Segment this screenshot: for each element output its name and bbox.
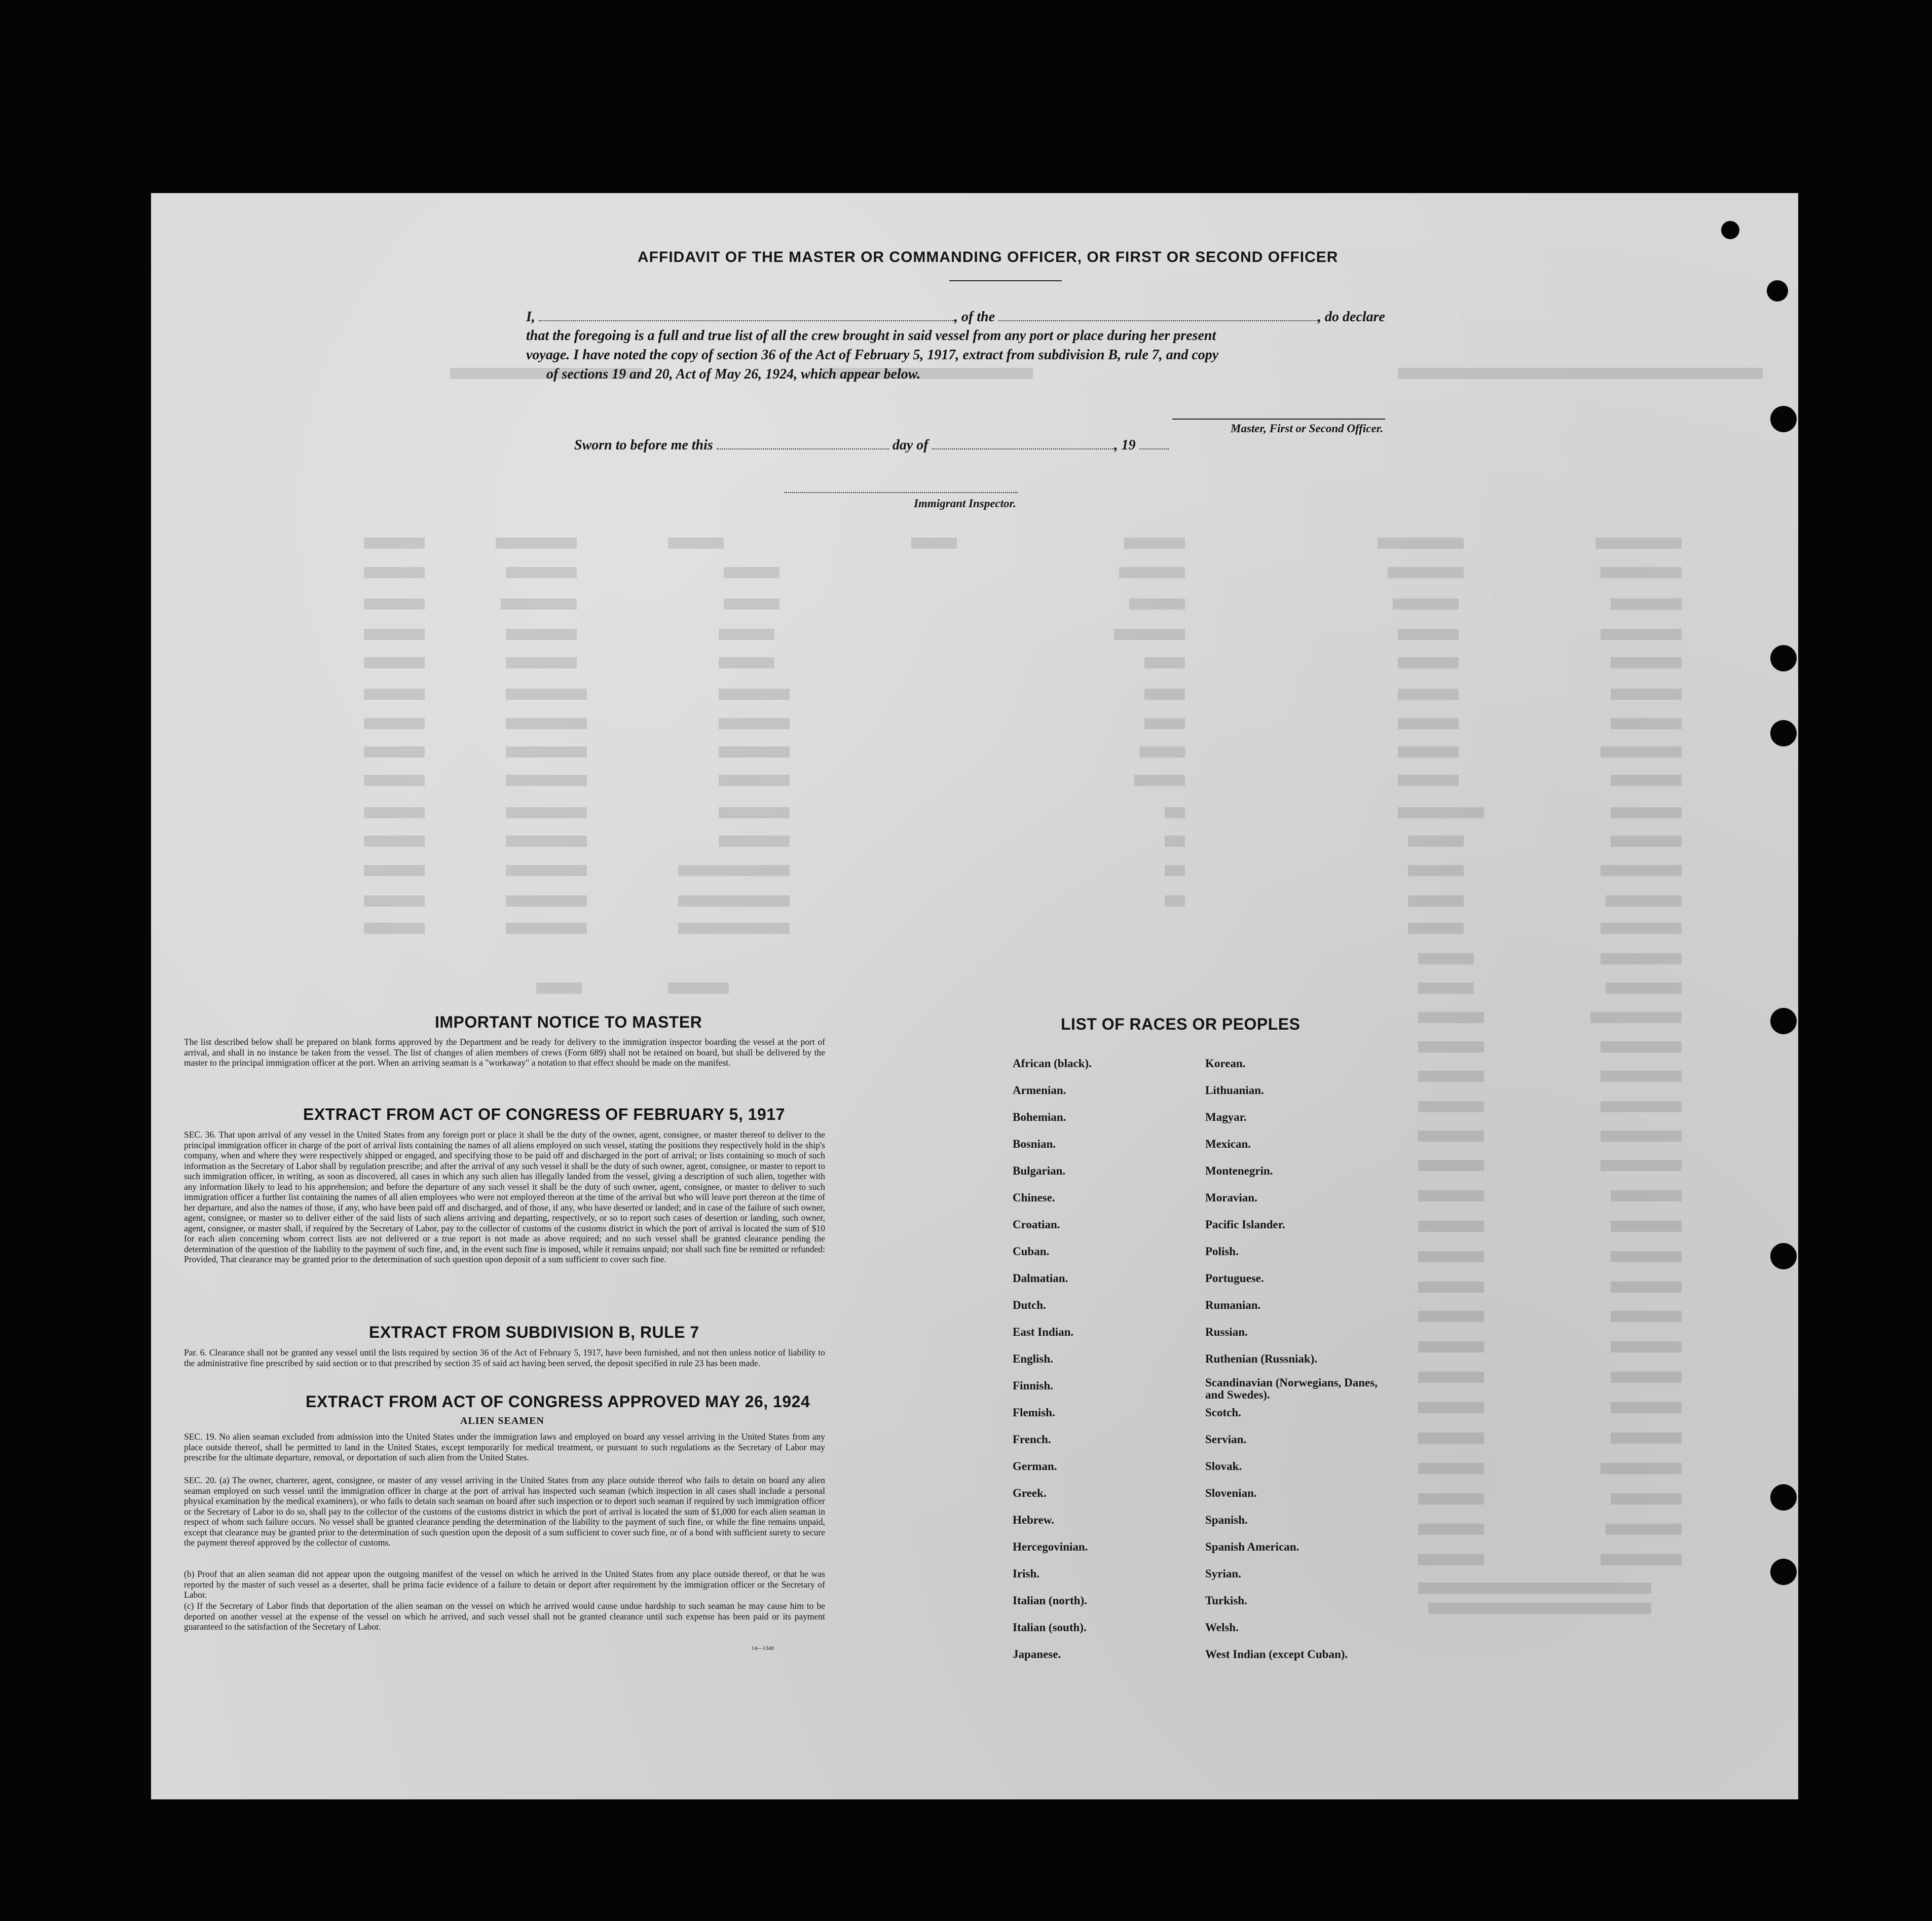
title-underline bbox=[949, 280, 1062, 281]
name-blank[interactable] bbox=[539, 307, 954, 321]
race-item: West Indian (except Cuban). bbox=[1205, 1648, 1348, 1661]
race-item: Servian. bbox=[1205, 1433, 1247, 1446]
decl-of: , of the bbox=[954, 309, 995, 325]
race-item: East Indian. bbox=[1013, 1326, 1074, 1338]
race-item: Ruthenian (Russniak). bbox=[1205, 1352, 1318, 1365]
extract-1924-heading: EXTRACT FROM ACT OF CONGRESS APPROVED MAY 26, 1924 bbox=[306, 1392, 810, 1411]
notice-text: The list described below shall be prepared on blank forms approved by the Department and be ready for delivery to the immigration inspector boarding the vessel at the port of arrival, and shall in no instance be taken from the vessel. The list of changes of alien members of crews (Form 689) shall not be retained on board, but shall be delivered by the master to the principal immigration officer at the port. When an arriving seaman is a "workaway" a notation to that effect should be made on the manifest. bbox=[184, 1037, 825, 1068]
sworn-month-blank[interactable] bbox=[932, 435, 1114, 449]
extract-1924-sec20b: (b) Proof that an alien seaman did not appear upon the outgoing manifest of the vessel on which he arrived in the United States from any place outside thereof, or that he was reported by the master of such vessel as a deserter, shall be prima facie evidence of a failure to detain or deport after requirement by the immigration officer or the Secretary of Labor. bbox=[184, 1569, 825, 1600]
extract-1917-heading: EXTRACT FROM ACT OF CONGRESS OF FEBRUARY 5, 1917 bbox=[303, 1105, 785, 1123]
race-item: Greek. bbox=[1013, 1487, 1047, 1499]
race-item: Rumanian. bbox=[1205, 1299, 1261, 1311]
race-item: Bohemian. bbox=[1013, 1111, 1066, 1123]
race-item: Turkish. bbox=[1205, 1594, 1247, 1607]
notice-heading: IMPORTANT NOTICE TO MASTER bbox=[435, 1013, 702, 1031]
race-item: Flemish. bbox=[1013, 1406, 1055, 1419]
extract-1924-sec19: SEC. 19. No alien seaman excluded from admission into the United States under the immigration laws and employed on board any vessel arriving in the United States from any place outside thereof, shall be permitted to land in the United States, except temporarily for medical treatment, or pursuant to such regulations as the Secretary of Labor may prescribe for the ultimate departure, removal, or deportation of such alien from the United States. bbox=[184, 1432, 825, 1462]
master-signature-label: Master, First or Second Officer. bbox=[1231, 422, 1384, 435]
race-item: Moravian. bbox=[1205, 1191, 1257, 1204]
race-item: Syrian. bbox=[1205, 1567, 1241, 1580]
race-item: English. bbox=[1013, 1352, 1053, 1365]
race-item: Pacific Islander. bbox=[1205, 1218, 1285, 1231]
declaration-line-4: of sections 19 and 20, Act of May 26, 1924, which appear below. bbox=[546, 366, 921, 382]
race-item: Irish. bbox=[1013, 1567, 1040, 1580]
bleed-through-texture bbox=[151, 193, 1798, 1799]
race-item: Welsh. bbox=[1205, 1621, 1239, 1634]
race-item: Mexican. bbox=[1205, 1138, 1251, 1150]
vessel-blank[interactable] bbox=[998, 307, 1318, 321]
race-item: German. bbox=[1013, 1460, 1057, 1473]
declaration-line-3: voyage. I have noted the copy of section 36 of the Act of February 5, 1917, extract from subdivision B, rule 7, and copy bbox=[526, 347, 1219, 363]
race-item: Armenian. bbox=[1013, 1084, 1066, 1097]
decl-i: I, bbox=[526, 309, 535, 325]
race-item: Cuban. bbox=[1013, 1245, 1050, 1258]
race-item: French. bbox=[1013, 1433, 1051, 1446]
races-heading: LIST OF RACES OR PEOPLES bbox=[1061, 1015, 1301, 1033]
race-item: Hebrew. bbox=[1013, 1514, 1054, 1526]
race-item: Hercegovinian. bbox=[1013, 1540, 1088, 1553]
extract-rule7-text: Par. 6. Clearance shall not be granted any vessel until the lists required by section 36 of the Act of February 5, 1917, have been furnished, and not then unless notice of liability to the administrative fine prescribed by said section or to that prescribed by section 35 of said act having been served, the deposit specified in rule 23 has been made. bbox=[184, 1347, 825, 1368]
race-item: Chinese. bbox=[1013, 1191, 1055, 1204]
inspector-signature-label: Immigrant Inspector. bbox=[914, 497, 1016, 510]
race-item: Croatian. bbox=[1013, 1218, 1060, 1231]
sworn-label: Sworn to before me this bbox=[574, 437, 713, 453]
race-item: Scotch. bbox=[1205, 1406, 1241, 1419]
race-item: Slovenian. bbox=[1205, 1487, 1257, 1499]
race-item: Scandinavian (Norwegians, Danes, and Swedes). bbox=[1205, 1376, 1378, 1401]
race-item: Spanish American. bbox=[1205, 1540, 1299, 1553]
race-item: Polish. bbox=[1205, 1245, 1239, 1258]
race-item: Russian. bbox=[1205, 1326, 1248, 1338]
race-item: Slovak. bbox=[1205, 1460, 1242, 1473]
extract-1924-sec20c: (c) If the Secretary of Labor finds that deportation of the alien seaman on the vessel on which he arrived would cause undue hardship to such seaman he may cause him to be deported on another vessel at the expense of the vessel on which he arrived, and such vessel shall not be granted clearance until such expense has been paid or its payment guaranteed to the satisfaction of the Secretary of Labor. bbox=[184, 1601, 825, 1632]
race-item: Montenegrin. bbox=[1205, 1164, 1273, 1177]
race-item: Bosnian. bbox=[1013, 1138, 1056, 1150]
race-item: Italian (north). bbox=[1013, 1594, 1087, 1607]
alien-seamen-subheading: ALIEN SEAMEN bbox=[460, 1415, 544, 1426]
master-signature-line[interactable] bbox=[1172, 419, 1385, 420]
race-item: Finnish. bbox=[1013, 1379, 1053, 1392]
race-item: Dutch. bbox=[1013, 1299, 1046, 1311]
affidavit-page bbox=[151, 193, 1798, 1799]
year-label: , 19 bbox=[1114, 437, 1136, 453]
declaration-line-1 bbox=[526, 307, 1489, 327]
affidavit-title: AFFIDAVIT OF THE MASTER OR COMMANDING OFFICER, OR FIRST OR SECOND OFFICER bbox=[638, 249, 1339, 266]
race-item: Dalmatian. bbox=[1013, 1272, 1068, 1285]
day-of-label: day of bbox=[892, 437, 928, 453]
sworn-day-blank[interactable] bbox=[717, 435, 889, 449]
form-number: 14—1340 bbox=[752, 1645, 774, 1651]
race-item: Bulgarian. bbox=[1013, 1164, 1066, 1177]
race-item: Lithuanian. bbox=[1205, 1084, 1264, 1097]
extract-1924-sec20a: SEC. 20. (a) The owner, charterer, agent, consignee, or master of any vessel arriving in the United States from any place outside thereof who fails to detain on board any alien seaman employed on such vessel until the immigration officer in charge at the port of arrival has inspected such seaman (which inspection in all cases shall include a personal physical examination by the medical examiners), or who fails to detain such seaman on board after such inspection or to deport such seaman if required by such immigration officer or the Secretary of Labor to do so, shall pay to the collector of the customs of the customs district in which the port of arrival is located the sum of $1,000 for each alien seaman in respect of whom such failure occurs. No vessel shall be granted clearance pending the determination of the liability to the payment of such fine, or while the fine remains unpaid, except that clearance may be granted prior to the determination of such question upon the deposit of a sum sufficient to cover such fine, or of a bond with sufficient surety to secure the payment thereof approved by the collector of customs. bbox=[184, 1475, 825, 1548]
sworn-year-blank[interactable] bbox=[1139, 435, 1169, 449]
race-item: Magyar. bbox=[1205, 1111, 1247, 1123]
extract-rule7-heading: EXTRACT FROM SUBDIVISION B, RULE 7 bbox=[369, 1323, 699, 1341]
race-item: Italian (south). bbox=[1013, 1621, 1087, 1634]
declaration-line-2: that the foregoing is a full and true list of all the crew brought in said vessel from any port or place during her present bbox=[526, 328, 1216, 344]
race-item: Portuguese. bbox=[1205, 1272, 1264, 1285]
inspector-signature-line[interactable] bbox=[785, 492, 1018, 493]
extract-1917-text: SEC. 36. That upon arrival of any vessel in the United States from any foreign port or place it shall be the duty of the owner, agent, consignee, or master thereof to deliver to the principal immigration officer in charge of the port of arrival lists containing the names of all aliens employed on such vessel, stating the positions they respectively hold in the ship's company, when and where they were respectively shipped or engaged, and specifying those to be paid off and discharged in the port of arrival; or lists containing so much of such information as the Secretary of Labor shall by regulation prescribe; and after the arrival of any such vessel it shall be the duty of such owner, agent, consignee, or master to report to such immigration officer, in writing, as soon as discovered, all cases in which any such alien has illegally landed from the vessel, giving a description of such alien, together with any information likely to lead to his apprehension; and before the departure of any such vessel it shall be the duty of such owner, agent, consignee, or master to deliver to such immigration officer a further list containing the names of all alien employees who were not employed thereon at the time of the arrival but who will leave port thereon at the time of her departure, and also the names of those, if any, who have been paid off and discharged, and of those, if any, who have deserted or landed; and in case of the failure of such owner, agent, consignee, or master so to deliver either of the said lists of such aliens arriving and departing, respectively, or so to report such cases of desertion or landing, such owner, agent, consignee, or master shall, if required by the Secretary of Labor, pay to the collector of customs of the customs district in which the port of arrival is located the sum of $10 for each alien concerning whom correct lists are not delivered or a true report is not made as above required; and no such vessel shall be granted clearance pending the determination of the question of the liability to the payment of such fine, and, in the event such fine is imposed, while it remains unpaid; nor shall such fine be remitted or refunded: Provided, That clearance may be granted prior to the determination of such question upon deposit of a sum sufficient to cover such fine. bbox=[184, 1129, 825, 1264]
race-item: Korean. bbox=[1205, 1057, 1246, 1070]
sworn-line bbox=[574, 435, 1233, 455]
race-item: Spanish. bbox=[1205, 1514, 1248, 1526]
race-item: African (black). bbox=[1013, 1057, 1092, 1070]
race-item: Japanese. bbox=[1013, 1648, 1061, 1661]
decl-declare: , do declare bbox=[1318, 309, 1385, 325]
